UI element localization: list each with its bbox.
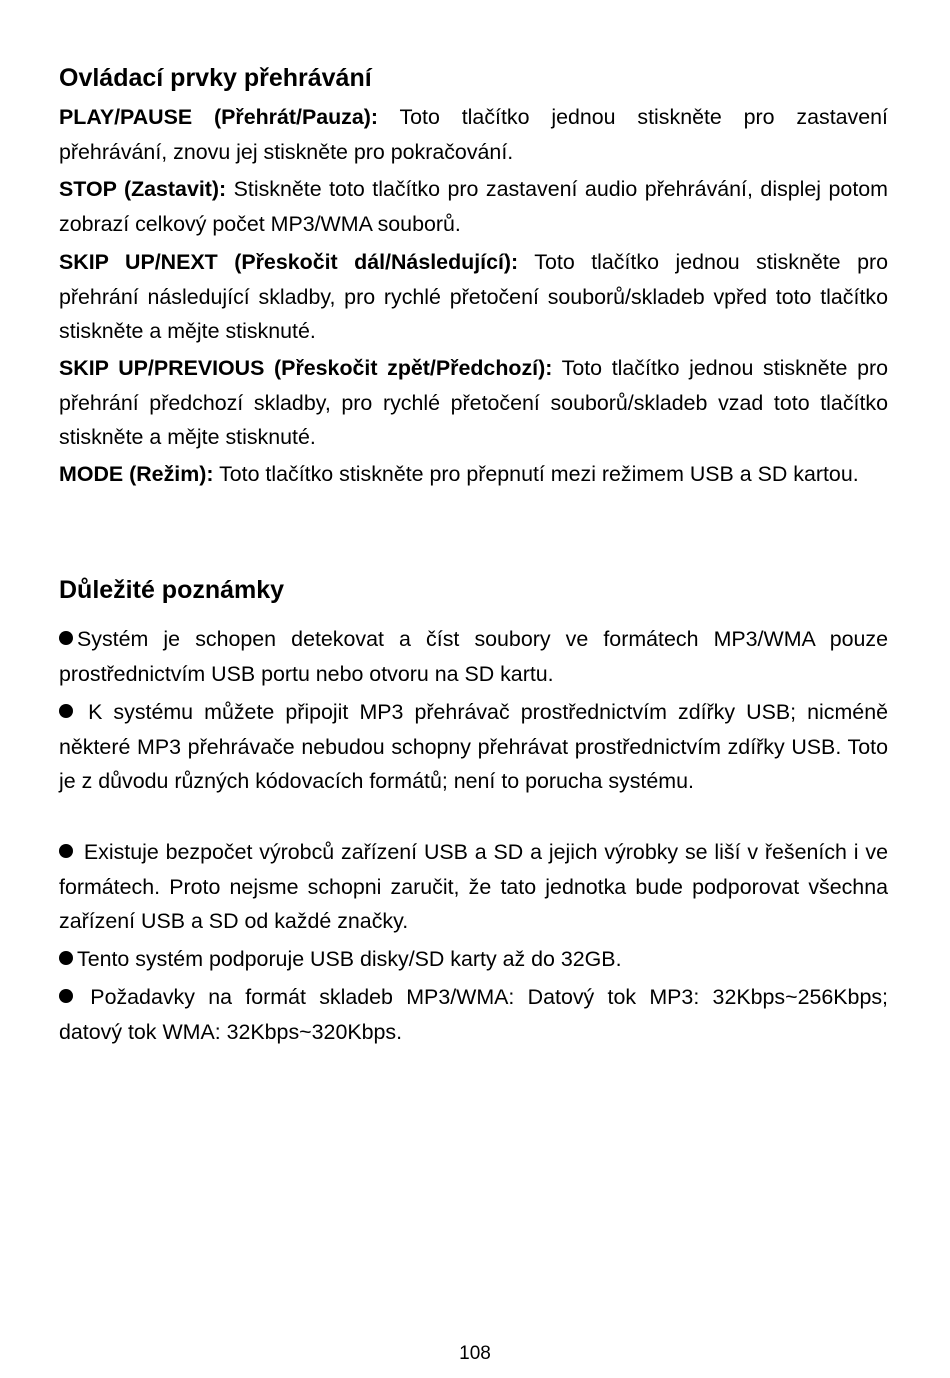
- note-item: [59, 835, 888, 939]
- control-description: Toto tlačítko jednou stiskněte pro přehrání následující skladby, pro rychlé přetočení souborů/skladeb vpřed toto tlačítko stiskněte a mějte stisknuté.: [59, 250, 888, 343]
- control-term: STOP (Zastavit):: [59, 177, 227, 201]
- control-item-stop: [59, 172, 888, 241]
- section-heading-notes: Důležité poznámky: [59, 576, 285, 604]
- control-term: MODE (Režim):: [59, 462, 214, 486]
- note-text: Systém je schopen detekovat a číst soubory ve formátech MP3/WMA pouze prostřednictvím USB portu nebo otvoru na SD kartu.: [59, 627, 888, 686]
- control-description: Stiskněte toto tlačítko pro zastavení audio přehrávání, displej potom zobrazí celkový počet MP3/WMA souborů.: [59, 177, 888, 236]
- control-term: SKIP UP/NEXT (Přeskočit dál/Následující):: [59, 250, 519, 274]
- bullet-icon: [59, 989, 73, 1003]
- bullet-icon: [59, 844, 73, 858]
- note-text: K systému můžete připojit MP3 přehrávač prostřednictvím zdířky USB; nicméně některé MP3 přehrávače nebudou schopny přehrávat prostřednictvím zdířky USB. Toto je z důvodu různých kódovacích formátů; není to porucha systému.: [59, 700, 888, 793]
- note-item: [59, 980, 888, 1049]
- control-item-mode: [59, 457, 888, 492]
- control-item-play-pause: [59, 100, 888, 169]
- section-heading-controls: Ovládací prvky přehrávání: [59, 64, 372, 92]
- control-description: Toto tlačítko stiskněte pro přepnutí mezi režimem USB a SD kartou.: [219, 462, 859, 486]
- note-text: Požadavky na formát skladeb MP3/WMA: Datový tok MP3: 32Kbps~256Kbps; datový tok WMA: 32Kbps~320Kbps.: [59, 985, 888, 1044]
- bullet-icon: [59, 704, 73, 718]
- control-item-skip-previous: [59, 351, 888, 455]
- bullet-icon: [59, 631, 73, 645]
- note-text: Existuje bezpočet výrobců zařízení USB a SD a jejich výrobky se liší v řešeních i ve formátech. Proto nejsme schopni zaručit, že tato jednotka bude podporovat všechna zařízení USB a SD od každé značky.: [59, 840, 888, 933]
- control-item-skip-next: [59, 245, 888, 349]
- note-item: [59, 942, 888, 977]
- page-number: 108: [459, 1343, 491, 1364]
- note-item: [59, 695, 888, 799]
- control-description: Toto tlačítko jednou stiskněte pro zastavení přehrávání, znovu jej stiskněte pro pokračování.: [59, 105, 888, 164]
- note-text: Tento systém podporuje USB disky/SD karty až do 32GB.: [77, 947, 622, 971]
- control-term: PLAY/PAUSE (Přehrát/Pauza):: [59, 105, 379, 129]
- control-term: SKIP UP/PREVIOUS (Přeskočit zpět/Předchozí):: [59, 356, 553, 380]
- note-item: [59, 622, 888, 691]
- bullet-icon: [59, 951, 73, 965]
- control-description: Toto tlačítko jednou stiskněte pro přehrání předchozí skladby, pro rychlé přetočení souborů/skladeb vzad toto tlačítko stiskněte a mějte stisknuté.: [59, 356, 889, 449]
